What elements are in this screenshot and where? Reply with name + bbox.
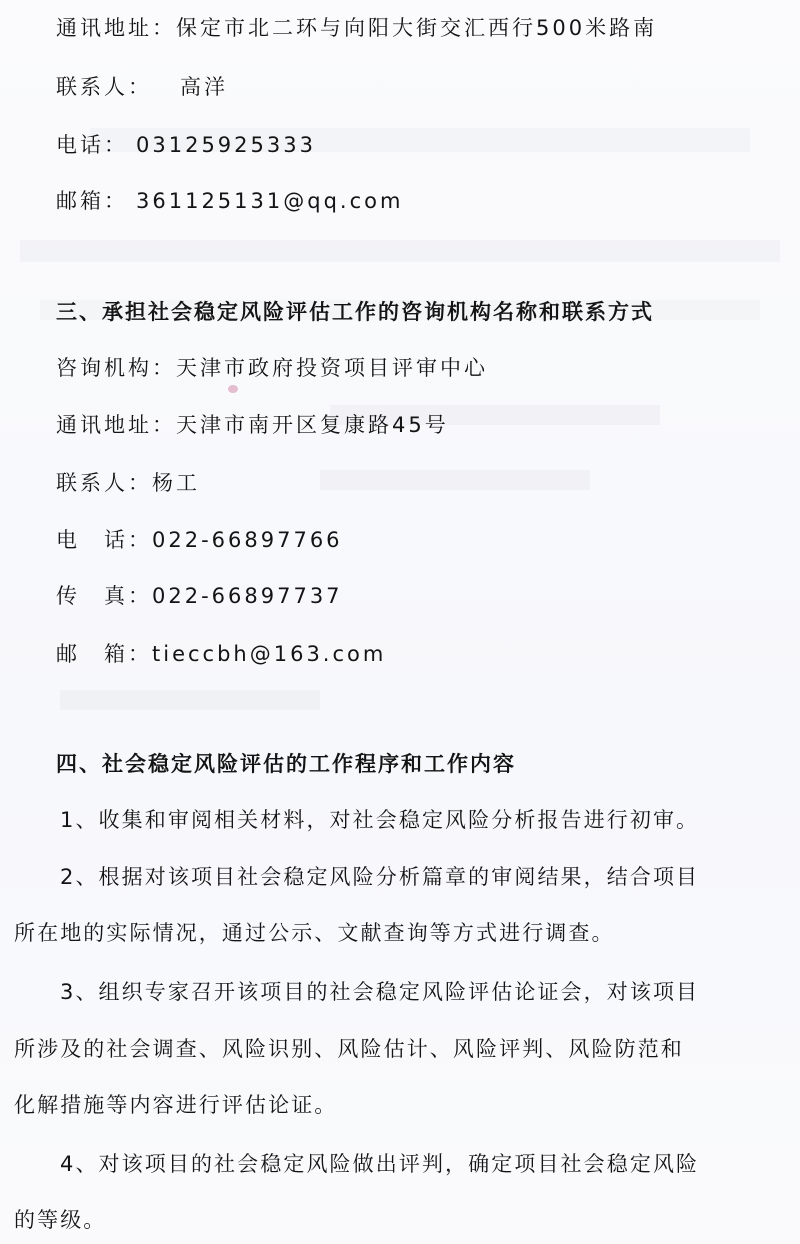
agency-person-line [56, 469, 200, 497]
email-value: 361125131@qq.com [136, 189, 404, 213]
agency-email-value: tieccbh@163.com [152, 642, 387, 666]
item2-line1: 2、根据对该项目社会稳定风险分析篇章的审阅结果，结合项目 [60, 865, 700, 889]
agency-phone-value: 022-66897766 [152, 528, 343, 552]
ink-spot [228, 385, 238, 393]
item3-line3: 化解措施等内容进行评估论证。 [14, 1093, 338, 1117]
address-label: 通讯地址： [56, 16, 176, 40]
show-through-texture [320, 470, 590, 490]
email-label: 邮箱： [56, 189, 128, 213]
contact-email-line [56, 187, 403, 215]
person-value: 高洋 [180, 75, 228, 99]
agency-address-line [56, 411, 449, 439]
agency-address-label: 通讯地址： [56, 413, 176, 437]
item3-line2: 所涉及的社会调查、风险识别、风险估计、风险评判、风险防范和 [14, 1037, 684, 1061]
section3-heading: 三、承担社会稳定风险评估工作的咨询机构名称和联系方式 [56, 300, 654, 324]
item4-line1: 4、对该项目的社会稳定风险做出评判，确定项目社会稳定风险 [60, 1152, 700, 1176]
show-through-texture [60, 690, 320, 710]
person-label: 联系人： [56, 75, 152, 99]
contact-phone-line [56, 131, 316, 159]
agency-person-label: 联系人： [56, 471, 152, 495]
agency-label: 咨询机构： [56, 356, 176, 380]
show-through-texture [20, 240, 780, 262]
agency-email-label: 邮 箱： [56, 642, 152, 666]
item3-line1: 3、组织专家召开该项目的社会稳定风险评估论证会，对该项目 [60, 980, 700, 1004]
agency-value: 天津市政府投资项目评审中心 [176, 356, 488, 380]
contact-address-line [56, 14, 657, 42]
phone-value: 03125925333 [136, 133, 316, 157]
item4-line2: 的等级。 [14, 1208, 107, 1232]
agency-phone-line [56, 526, 343, 554]
agency-address-value: 天津市南开区复康路45号 [176, 413, 449, 437]
phone-label: 电话： [56, 133, 128, 157]
agency-phone-label: 电 话： [56, 528, 152, 552]
item2-line2: 所在地的实际情况，通过公示、文献查询等方式进行调查。 [14, 921, 615, 945]
agency-email-line [56, 640, 386, 668]
section4-heading: 四、社会稳定风险评估的工作程序和工作内容 [56, 752, 516, 776]
agency-fax-value: 022-66897737 [152, 584, 343, 608]
item1-line1: 1、收集和审阅相关材料，对社会稳定风险分析报告进行初审。 [60, 808, 700, 832]
agency-line [56, 354, 488, 382]
contact-person-line [56, 73, 228, 101]
address-value: 保定市北二环与向阳大街交汇西行500米路南 [176, 16, 658, 40]
agency-person-value: 杨工 [152, 471, 200, 495]
agency-fax-label: 传 真： [56, 584, 152, 608]
agency-fax-line [56, 582, 343, 610]
